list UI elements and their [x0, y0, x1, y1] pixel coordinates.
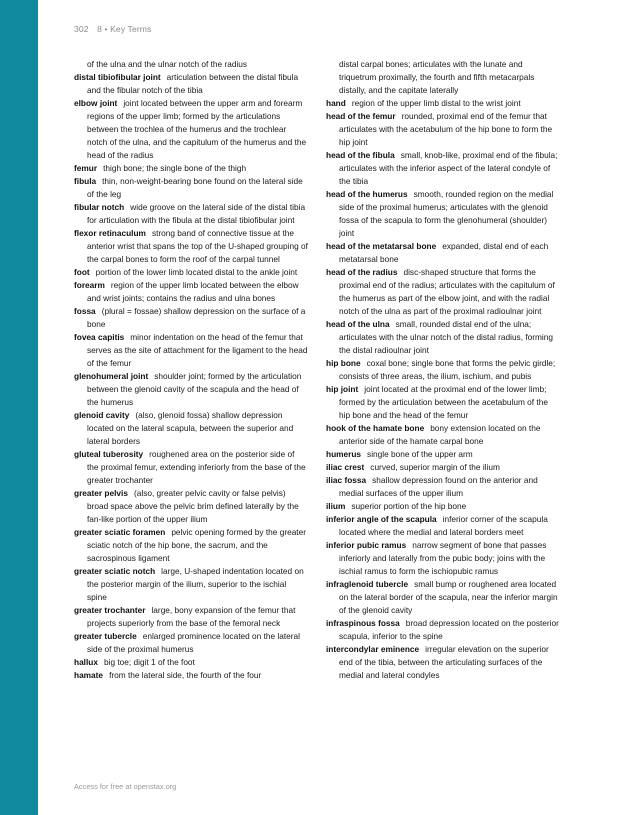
glossary-definition: (plural = fossae) shallow depression on the surface of a bone — [87, 305, 306, 329]
glossary-column-left — [74, 58, 308, 682]
glossary-term: elbow joint — [74, 97, 118, 108]
glossary-definition: small, rounded distal end of the ulna; articulates with the ulnar notch of the distal radius, forming the distal radioulnar joint — [339, 318, 553, 355]
glossary-term: hip joint — [326, 383, 359, 394]
glossary-entry — [74, 565, 308, 604]
glossary-term: infraglenoid tubercle — [326, 578, 409, 589]
glossary-term: gluteal tuberosity — [74, 448, 144, 459]
glossary-term: infraspinous fossa — [326, 617, 400, 628]
glossary-definition: smooth, rounded region on the medial side of the proximal humerus; articulates with the glenoid fossa of the scapula to form the glenohumeral (shoulder) joint — [339, 188, 554, 238]
glossary-definition: curved, superior margin of the ilium — [370, 461, 500, 472]
glossary-definition: region of the upper limb located between the elbow and wrist joints; contains the radius and ulna bones — [87, 279, 299, 303]
glossary-definition: strong band of connective tissue at the anterior wrist that spans the top of the U-shaped grouping of the carpal bones to form the roof of the carpal tunnel — [87, 227, 308, 264]
glossary-entry — [326, 448, 560, 461]
glossary-definition: region of the upper limb distal to the wrist joint — [351, 97, 521, 108]
glossary-term: head of the femur — [326, 110, 396, 121]
glossary-definition: thin, non-weight-bearing bone found on the lateral side of the leg — [87, 175, 303, 199]
glossary-entry — [326, 318, 560, 357]
glossary-definition: narrow segment of bone that passes inferiorly and laterally from the pubic body; joins with the ischial ramus to form the ischiopubic ramus — [339, 539, 547, 576]
glossary-term: distal tibiofibular joint — [74, 71, 161, 82]
glossary-definition: minor indentation on the head of the femur that serves as the site of attachment for the ligament to the head of the femur — [87, 331, 308, 368]
glossary-term: ilium — [326, 500, 346, 511]
glossary-entry — [74, 370, 308, 409]
section-title: 8 • Key Terms — [97, 24, 152, 34]
glossary-definition: single bone of the upper arm — [367, 448, 473, 459]
glossary-entry — [74, 162, 308, 175]
glossary-term: foot — [74, 266, 90, 277]
glossary-entry — [74, 656, 308, 669]
glossary-definition: expanded, distal end of each metatarsal bone — [339, 240, 549, 264]
glossary-definition: joint located at the proximal end of the lower limb; formed by the articulation between the acetabulum of the hip bone and the head of the femur — [339, 383, 548, 420]
glossary-term: iliac crest — [326, 461, 365, 472]
glossary-term: head of the radius — [326, 266, 398, 277]
glossary-term: intercondylar eminence — [326, 643, 420, 654]
glossary-term: fibular notch — [74, 201, 125, 212]
glossary-entry — [326, 500, 560, 513]
glossary-definition: enlarged prominence located on the lateral side of the proximal humerus — [87, 630, 301, 654]
glossary-term: hip bone — [326, 357, 361, 368]
glossary-term: greater trochanter — [74, 604, 146, 615]
glossary-entry-continued — [74, 58, 308, 71]
glossary-definition: disc-shaped structure that forms the proximal end of the radius; articulates with the capitulum of the humerus as part of the elbow joint, and with the radial notch of the ulna as part of the proximal radioulnar joint — [339, 266, 555, 316]
glossary-entry-continued — [326, 58, 560, 97]
glossary-term: humerus — [326, 448, 362, 459]
glossary-entry — [74, 175, 308, 201]
glossary-entry — [326, 266, 560, 318]
glossary-definition: thigh bone; the single bone of the thigh — [103, 162, 247, 173]
glossary-term: greater sciatic notch — [74, 565, 156, 576]
glossary-definition: coxal bone; single bone that forms the pelvic girdle; consists of three areas, the ilium, ischium, and pubis — [339, 357, 556, 381]
glossary-entry — [326, 474, 560, 500]
glossary-term: head of the metatarsal bone — [326, 240, 437, 251]
glossary-entry — [326, 188, 560, 240]
glossary-definition: pelvic opening formed by the greater sciatic notch of the hip bone, the sacrum, and the sacrospinous ligament — [87, 526, 306, 563]
glossary-entry — [326, 539, 560, 578]
glossary-term: head of the ulna — [326, 318, 390, 329]
glossary-term: fibula — [74, 175, 97, 186]
glossary-definition: inferior corner of the scapula located where the medial and lateral borders meet — [339, 513, 548, 537]
glossary-entry — [74, 630, 308, 656]
glossary-definition: articulation between the distal fibula and the fibular notch of the tibia — [87, 71, 299, 95]
glossary-entry — [326, 422, 560, 448]
glossary-entry — [74, 71, 308, 97]
glossary-definition: joint located between the upper arm and forearm regions of the upper limb; formed by the articulations between the trochlea of the humerus and the trochlear notch of the ulna, and the capitulum of the humerus and the head of the radius — [87, 97, 307, 160]
glossary-entry — [74, 409, 308, 448]
glossary-entry — [326, 149, 560, 188]
glossary-definition: broad depression located on the posterior scapula, inferior to the spine — [339, 617, 559, 641]
glossary-entry — [74, 604, 308, 630]
glossary-entry — [74, 201, 308, 227]
glossary-definition: big toe; digit 1 of the foot — [103, 656, 195, 667]
glossary-entry — [326, 578, 560, 617]
glossary-definition: large, U-shaped indentation located on the posterior margin of the ilium, superior to the ischial spine — [87, 565, 304, 602]
glossary-term: hamate — [74, 669, 104, 680]
glossary-definition: large, bony expansion of the femur that projects superiorly from the base of the femoral neck — [87, 604, 296, 628]
glossary-definition: shoulder joint; formed by the articulation between the glenoid cavity of the scapula and the head of the humerus — [87, 370, 302, 407]
glossary-term: head of the fibula — [326, 149, 395, 160]
glossary-term: greater tubercle — [74, 630, 137, 641]
running-header — [74, 24, 151, 34]
glossary-definition: bony extension located on the anterior side of the hamate carpal bone — [339, 422, 541, 446]
glossary-entry — [74, 669, 308, 682]
footer-access-link[interactable]: Access for free at openstax.org — [74, 782, 177, 791]
glossary-definition: (also, greater pelvic cavity or false pelvis) broad space above the pelvic brim defined laterally by the fan-like portion of the upper ilium — [87, 487, 299, 524]
glossary-term: fossa — [74, 305, 96, 316]
glossary-entry — [74, 305, 308, 331]
glossary-term: forearm — [74, 279, 105, 290]
glossary-term: inferior angle of the scapula — [326, 513, 437, 524]
glossary-term: head of the humerus — [326, 188, 408, 199]
glossary-definition: small, knob-like, proximal end of the fibula; articulates with the inferior aspect of the lateral condyle of the tibia — [339, 149, 558, 186]
glossary-definition: wide groove on the lateral side of the distal tibia for articulation with the fibula at the distal tibiofibular joint — [87, 201, 306, 225]
glossary-entry — [74, 97, 308, 162]
glossary-entry — [74, 227, 308, 266]
glossary-term: inferior pubic ramus — [326, 539, 407, 550]
glossary-term: glenohumeral joint — [74, 370, 149, 381]
glossary-definition: distal carpal bones; articulates with the lunate and triquetrum proximally, the fourth and fifth metacarpals distally, and the capitate laterally — [339, 58, 535, 95]
glossary-term: greater pelvis — [74, 487, 128, 498]
glossary-term: femur — [74, 162, 98, 173]
glossary-entry — [326, 97, 560, 110]
glossary-entry — [74, 331, 308, 370]
glossary-term: flexor retinaculum — [74, 227, 146, 238]
glossary-entry — [326, 461, 560, 474]
glossary-entry — [326, 617, 560, 643]
glossary-term: hallux — [74, 656, 98, 667]
glossary-column-right — [326, 58, 560, 682]
glossary-entry — [326, 357, 560, 383]
page-number: 302 — [74, 24, 89, 34]
glossary-entry — [326, 110, 560, 149]
glossary-definition: shallow depression found on the anterior and medial surfaces of the upper ilium — [339, 474, 538, 498]
glossary-entry — [326, 383, 560, 422]
glossary-entry — [74, 487, 308, 526]
glossary-entry — [326, 643, 560, 682]
glossary-entry — [74, 448, 308, 487]
glossary-entry — [74, 279, 308, 305]
glossary-definition: (also, glenoid fossa) shallow depression located on the lateral scapula, between the superior and lateral borders — [87, 409, 294, 446]
glossary-term: iliac fossa — [326, 474, 367, 485]
glossary-definition: of the ulna and the ulnar notch of the radius — [87, 58, 248, 69]
glossary-entry — [326, 240, 560, 266]
glossary-entry — [74, 266, 308, 279]
glossary-definition: superior portion of the hip bone — [351, 500, 467, 511]
glossary-definition: portion of the lower limb located distal to the ankle joint — [95, 266, 298, 277]
glossary-term: hook of the hamate bone — [326, 422, 425, 433]
glossary-term: glenoid cavity — [74, 409, 130, 420]
glossary-entry — [326, 513, 560, 539]
glossary-term: greater sciatic foramen — [74, 526, 166, 537]
chapter-color-bar — [0, 0, 38, 815]
glossary-definition: rounded, proximal end of the femur that articulates with the acetabulum of the hip bone to form the hip joint — [339, 110, 553, 147]
glossary-definition: roughened area on the posterior side of the proximal femur, extending inferiorly from the base of the greater trochanter — [87, 448, 306, 485]
glossary-definition: irregular elevation on the superior end of the tibia, between the articulating surfaces of the medial and lateral condyles — [339, 643, 549, 680]
glossary-definition: small bump or roughened area located on the lateral border of the scapula, near the inferior margin of the glenoid cavity — [339, 578, 558, 615]
glossary-term: fovea capitis — [74, 331, 125, 342]
glossary-term: hand — [326, 97, 346, 108]
glossary-definition: from the lateral side, the fourth of the four — [109, 669, 262, 680]
glossary-entry — [74, 526, 308, 565]
